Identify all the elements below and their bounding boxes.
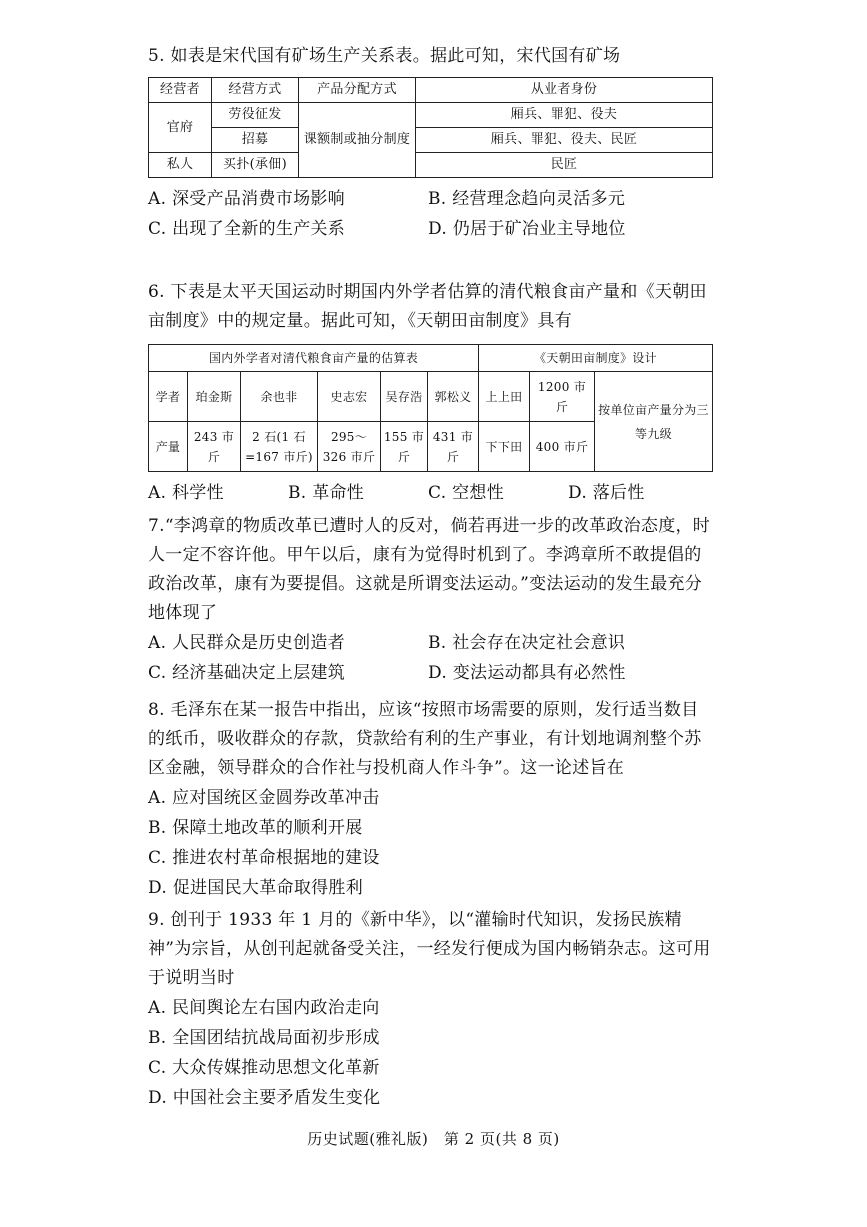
option-b: B. 经营理念趋向灵活多元 <box>428 189 626 209</box>
q5-cell: 厢兵、罪犯、役夫 <box>416 103 713 128</box>
q5-cell: 私人 <box>149 153 212 178</box>
q6-table <box>148 344 713 472</box>
q5-header-cell: 经营者 <box>149 78 212 103</box>
option-d: D. 中国社会主要矛盾发生变化 <box>148 1088 381 1108</box>
q5-header-cell: 从业者身份 <box>416 78 713 103</box>
option-b: B. 社会存在决定社会意识 <box>428 633 626 653</box>
option-c: C. 经济基础决定上层建筑 <box>148 663 346 683</box>
question-9-options <box>148 993 713 1113</box>
question-8-options <box>148 783 713 903</box>
option-b: B. 保障土地改革的顺利开展 <box>148 818 363 838</box>
option-a: A. 深受产品消费市场影响 <box>148 189 345 209</box>
q6-cell: 1200 市斤 <box>530 372 595 422</box>
question-8 <box>148 696 713 903</box>
q6-cell: 155 市斤 <box>381 422 428 472</box>
question-9-stem: 9. 创刊于 1933 年 1 月的《新中华》，以“灌输时代知识，发扬民族精神”为宗旨，从创刊起就备受关注，一经发行便成为国内畅销杂志。这可用于说明当时 <box>148 910 711 988</box>
option-a: A. 应对国统区金圆券改革冲击 <box>148 788 380 808</box>
option-c: C. 空想性 <box>428 483 505 503</box>
question-9 <box>148 906 713 1113</box>
option-c: C. 出现了全新的生产关系 <box>148 219 346 239</box>
q5-table <box>148 77 713 178</box>
q6-cell: 珀金斯 <box>188 372 241 422</box>
option-d: D. 促进国民大革命取得胜利 <box>148 878 364 898</box>
question-6-options <box>148 478 713 508</box>
option-c: C. 大众传媒推动思想文化革新 <box>148 1058 380 1078</box>
question-8-stem: 8. 毛泽东在某一报告中指出，应该“按照市场需要的原则，发行适当数目的纸币，吸收群众的存款，贷款给有利的生产事业，有计划地调剂整个苏区金融，领导群众的合作社与投机商人作斗争”。这一论述旨在 <box>148 700 702 778</box>
option-a: A. 民间舆论左右国内政治走向 <box>148 998 380 1018</box>
q6-cell: 史志宏 <box>318 372 381 422</box>
question-5 <box>148 42 713 244</box>
q6-cell: 上上田 <box>479 372 530 422</box>
question-6-stem: 6. 下表是太平天国运动时期国内外学者估算的清代粮食亩产量和《天朝田亩制度》中的规定量。据此可知，《天朝田亩制度》具有 <box>148 282 707 331</box>
q5-cell: 劳役征发 <box>212 103 299 128</box>
q5-cell: 课额制或抽分制度 <box>299 103 416 178</box>
option-a: A. 人民群众是历史创造者 <box>148 633 345 653</box>
q6-cell: 431 市斤 <box>428 422 479 472</box>
q5-cell: 厢兵、罪犯、役夫、民匠 <box>416 128 713 153</box>
question-5-stem: 5. 如表是宋代国有矿场生产关系表。据此可知，宋代国有矿场 <box>148 46 621 66</box>
q5-header-cell: 经营方式 <box>212 78 299 103</box>
question-7 <box>148 512 713 688</box>
q5-cell: 民匠 <box>416 153 713 178</box>
q6-cell: 学者 <box>149 372 188 422</box>
q5-cell: 官府 <box>149 103 212 153</box>
q6-cell: 郭松义 <box>428 372 479 422</box>
q6-title-left: 国内外学者对清代粮食亩产量的估算表 <box>149 345 479 372</box>
option-d: D. 落后性 <box>568 483 645 503</box>
option-d: D. 仍居于矿冶业主导地位 <box>428 219 626 239</box>
question-5-options <box>148 184 713 244</box>
question-6 <box>148 278 713 508</box>
q6-cell: 400 市斤 <box>530 422 595 472</box>
q5-header-cell: 产品分配方式 <box>299 78 416 103</box>
question-7-stem: 7.“李鸿章的物质改革已遭时人的反对，倘若再进一步的改革政治态度，时人一定不容许他。甲午以后，康有为觉得时机到了。李鸿章所不敢提倡的政治改革，康有为要提倡。这就是所谓变法运动。”变法运动的发生最充分地体现了 <box>148 516 711 623</box>
q6-cell: 下下田 <box>479 422 530 472</box>
q6-cell: 295～326 市斤 <box>318 422 381 472</box>
option-a: A. 科学性 <box>148 483 224 503</box>
q6-cell: 产量 <box>149 422 188 472</box>
option-c: C. 推进农村革命根据地的建设 <box>148 848 380 868</box>
page-footer: 历史试题(雅礼版) 第 2 页(共 8 页) <box>307 1130 560 1148</box>
option-b: B. 革命性 <box>288 483 365 503</box>
q5-cell: 招募 <box>212 128 299 153</box>
q5-cell: 买扑(承佃) <box>212 153 299 178</box>
option-b: B. 全国团结抗战局面初步形成 <box>148 1028 380 1048</box>
question-7-options <box>148 628 713 688</box>
q6-title-right: 《天朝田亩制度》设计 <box>479 345 713 372</box>
q6-cell: 243 市斤 <box>188 422 241 472</box>
q6-cell: 按单位亩产量分为三等九级 <box>595 372 713 472</box>
q6-cell: 余也非 <box>241 372 318 422</box>
q6-cell: 2 石(1 石 =167 市斤) <box>241 422 318 472</box>
option-d: D. 变法运动都具有必然性 <box>428 663 626 683</box>
q6-cell: 吴存浩 <box>381 372 428 422</box>
